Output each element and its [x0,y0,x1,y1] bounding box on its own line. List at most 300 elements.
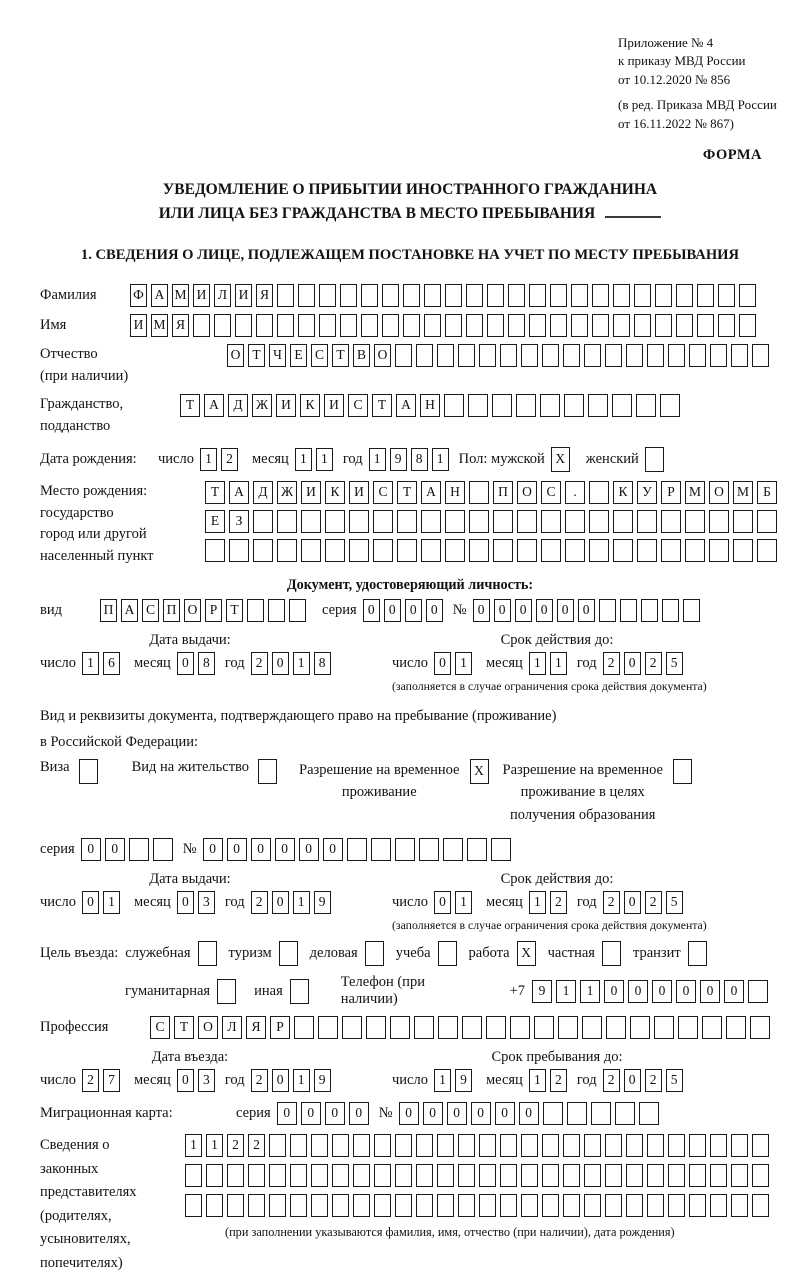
residence-number-cells [203,838,511,861]
birth-place-cells-2 [205,510,777,533]
char-cell: 1 [369,448,386,471]
char-cell [437,1194,454,1217]
char-cell: 0 [426,599,443,622]
char-cell [676,284,693,307]
char-cell [550,314,567,337]
char-cell [541,539,561,562]
residence-doc-series-row: серия 0 0 № 0 0 0 0 0 0 [40,838,780,861]
char-cell [726,1016,746,1039]
char-cell: 8 [198,652,215,675]
char-cell [521,1164,538,1187]
char-cell [678,1016,698,1039]
char-cell [668,1194,685,1217]
profession-cells [150,1016,770,1039]
char-cell [673,759,692,784]
char-cell [185,1194,202,1217]
char-cell [79,759,98,784]
char-cell [416,1194,433,1217]
char-cell: 1 [293,652,310,675]
citizenship-cells [180,394,680,417]
char-cell: 2 [251,891,268,914]
patronymic-cells [227,344,769,367]
char-cell: 0 [604,980,624,1003]
appendix-line: Приложение № 4 [618,35,714,50]
char-cell: 2 [550,891,567,914]
year-label: год [342,450,363,467]
char-cell: А [396,394,416,417]
char-cell [424,284,441,307]
char-cell [319,284,336,307]
char-cell [584,1164,601,1187]
char-cell [437,1164,454,1187]
char-cell [277,510,297,533]
phone-prefix: +7 [509,982,525,999]
char-cell [647,1134,664,1157]
birth-date-row [40,447,780,472]
char-cell [492,394,512,417]
entry-purpose-row-2: гуманитарная иная Телефон (при наличии) +7 9 1 1 0 0 0 0 0 0 [125,974,780,1008]
phone-label: Телефон (при наличии) [340,974,425,1008]
char-cell: 2 [603,652,620,675]
char-cell [353,1164,370,1187]
citizenship-row [40,394,780,438]
char-cell [630,1016,650,1039]
char-cell [645,447,664,472]
char-cell [217,979,236,1004]
char-cell [256,314,273,337]
char-cell [235,314,252,337]
sex-male-checkbox [551,447,570,472]
char-cell: А [151,284,168,307]
birth-day-cells [200,448,238,471]
char-cell [626,1164,643,1187]
purpose-tourism-checkbox [279,941,298,966]
char-cell: Н [420,394,440,417]
char-cell [733,539,753,562]
char-cell [613,314,630,337]
birth-place-label: Место рождения: государство город или другой населенный пункт [40,482,154,565]
char-cell: 1 [82,652,99,675]
char-cell: 0 [82,891,99,914]
char-cell: 0 [363,599,380,622]
char-cell [605,1164,622,1187]
char-cell [414,1016,434,1039]
char-cell [565,539,585,562]
char-cell: 0 [177,652,194,675]
char-cell: О [709,481,729,504]
char-cell [661,539,681,562]
char-cell: 0 [447,1102,467,1125]
char-cell: 0 [81,838,101,861]
entry-purpose-label: Цель въезда: [40,945,119,962]
char-cell [424,314,441,337]
char-cell: 1 [455,652,472,675]
doc-series-cells [363,599,443,622]
char-cell [395,1134,412,1157]
char-cell [647,344,664,367]
char-cell [395,344,412,367]
sex-female-checkbox [645,447,664,472]
char-cell: 0 [272,1069,289,1092]
char-cell [469,510,489,533]
char-cell [731,1194,748,1217]
char-cell: 0 [323,838,343,861]
char-cell: И [235,284,252,307]
char-cell [416,1164,433,1187]
char-cell: 1 [200,448,217,471]
char-cell [342,1016,362,1039]
patronymic-row [40,344,780,388]
char-cell [500,344,517,367]
char-cell [416,344,433,367]
char-cell: 1 [556,980,576,1003]
char-cell [591,1102,611,1125]
char-cell [752,1134,769,1157]
char-cell [510,1016,530,1039]
char-cell: Р [205,599,222,622]
char-cell [500,1134,517,1157]
char-cell [588,394,608,417]
char-cell [290,1134,307,1157]
birth-date-label: Дата рождения: [40,450,137,467]
char-cell [277,284,294,307]
identity-doc-dates: Дата выдачи: число 1 6 месяц 0 8 год 2 0 1 8 Срок действия до: число 0 1 месяц 1 1 год 2 0 2 5 (заполняется в случае ограничения срока действия документа) [40,632,780,694]
given-name-row [40,314,780,337]
residence-expiry-day [434,891,472,914]
char-cell [542,1134,559,1157]
char-cell: Ж [252,394,272,417]
identity-doc-row [40,599,780,622]
char-cell: 3 [198,891,215,914]
residence-series-cells [81,838,173,861]
char-cell [198,941,217,966]
char-cell: А [421,481,441,504]
char-cell: 2 [603,1069,620,1092]
char-cell: О [227,344,244,367]
char-cell: . [565,481,585,504]
char-cell: К [300,394,320,417]
char-cell [129,838,149,861]
char-cell: 9 [314,1069,331,1092]
char-cell: 0 [434,652,451,675]
given-name-label: Имя [40,316,67,333]
char-cell [542,344,559,367]
char-cell: М [151,314,168,337]
char-cell [752,344,769,367]
entry-month [177,1069,215,1092]
char-cell [613,539,633,562]
char-cell: 0 [557,599,574,622]
form-title-line1: УВЕДОМЛЕНИЕ О ПРИБЫТИИ ИНОСТРАННОГО ГРАЖДАНИНА [162,181,658,199]
char-cell [688,941,707,966]
char-cell [493,510,513,533]
char-cell: Л [214,284,231,307]
char-cell [227,1194,244,1217]
char-cell: 0 [624,1069,641,1092]
entry-date-title: Дата въезда: [151,1049,229,1066]
char-cell [589,481,609,504]
char-cell [685,539,705,562]
char-cell [584,1194,601,1217]
char-cell [605,1194,622,1217]
char-cell: 0 [227,838,247,861]
char-cell: Т [372,394,392,417]
char-cell [599,599,616,622]
char-cell [332,1164,349,1187]
entry-purpose-row-1: Цель въезда: служебная туризм деловая учеба работа X частная транзит [40,941,780,966]
char-cell: 1 [529,891,546,914]
char-cell: 9 [390,448,407,471]
appendix-amendment [618,96,780,133]
char-cell [542,1194,559,1217]
char-cell [419,838,439,861]
patronymic-label: Отчество (при наличии) [40,344,227,388]
char-cell [605,1134,622,1157]
char-cell: К [325,481,345,504]
char-cell: 0 [203,838,223,861]
surname-row [40,284,780,307]
char-cell [709,510,729,533]
char-cell [479,344,496,367]
char-cell [529,314,546,337]
char-cell: 1 [580,980,600,1003]
char-cell: С [541,481,561,504]
migration-number-cells [399,1102,659,1125]
char-cell: Д [253,481,273,504]
birth-place-cells-3 [205,539,777,562]
char-cell [438,1016,458,1039]
char-cell: 1 [295,448,312,471]
surname-cells [130,284,756,307]
char-cell [466,284,483,307]
char-cell [366,1016,386,1039]
birth-place-row [40,481,780,568]
char-cell: 9 [455,1069,472,1092]
char-cell [340,314,357,337]
surname-label: Фамилия [40,286,97,303]
purpose-private-checkbox [602,941,621,966]
char-cell: 0 [473,599,490,622]
appendix-line: от 10.12.2020 № 856 [618,71,731,87]
stay-month [529,1069,567,1092]
char-cell [689,1164,706,1187]
char-cell [637,510,657,533]
char-cell: 0 [536,599,553,622]
char-cell [654,1016,674,1039]
char-cell [550,284,567,307]
doc-issue-year [251,652,331,675]
profession-row [40,1016,780,1039]
char-cell [589,510,609,533]
char-cell [349,510,369,533]
char-cell [421,510,441,533]
char-cell: Т [180,394,200,417]
char-cell: В [353,344,370,367]
char-cell [564,394,584,417]
char-cell: 2 [603,891,620,914]
char-cell [397,510,417,533]
char-cell [634,284,651,307]
char-cell: А [204,394,224,417]
char-cell: С [311,344,328,367]
char-cell [731,344,748,367]
purpose-business-checkbox [198,941,217,966]
char-cell [602,941,621,966]
char-cell: 0 [349,1102,369,1125]
char-cell [374,1164,391,1187]
residence-doc-intro: Вид и реквизиты документа, подтверждающего право на пребывание (проживание) в Российской Федерации: [40,707,557,750]
appendix-line: (в ред. Приказа МВД России [618,97,777,113]
char-cell [710,344,727,367]
char-cell [347,838,367,861]
char-cell: 0 [272,652,289,675]
char-cell [373,510,393,533]
residence-issue-day [82,891,120,914]
title-underline [605,204,661,218]
purpose-study-checkbox [438,941,457,966]
char-cell: 1 [185,1134,202,1157]
char-cell [752,1164,769,1187]
char-cell [395,1164,412,1187]
char-cell [558,1016,578,1039]
entry-stay-dates: Дата въезда: число 2 7 месяц 0 3 год 2 0 1 9 Срок пребывания до: число 1 9 месяц 1 2 год 2 0 2 5 [40,1049,780,1092]
char-cell: 7 [103,1069,120,1092]
char-cell [467,838,487,861]
char-cell: 0 [652,980,672,1003]
char-cell [660,394,680,417]
migration-card-row: Миграционная карта: серия 0 0 0 0 № 0 0 0 0 0 0 [40,1102,780,1125]
char-cell: 2 [645,652,662,675]
char-cell: 3 [198,1069,215,1092]
char-cell: 1 [455,891,472,914]
profession-label: Профессия [40,1019,109,1036]
representatives-label: Сведения о законных представителях (родителях, усыновителях, попечителях) [40,1137,137,1271]
char-cell [739,314,756,337]
char-cell: И [130,314,147,337]
char-cell: 0 [494,599,511,622]
char-cell [382,314,399,337]
char-cell [269,1194,286,1217]
char-cell [395,838,415,861]
visa-checkbox [79,759,98,784]
forma-label: ФОРМА [702,147,762,164]
char-cell [319,314,336,337]
char-cell [298,314,315,337]
char-cell [487,284,504,307]
char-cell [374,1194,391,1217]
purpose-other-checkbox [290,979,309,1004]
char-cell [458,1134,475,1157]
residence-expiry-month [529,891,567,914]
char-cell [248,1164,265,1187]
char-cell [584,344,601,367]
char-cell: М [733,481,753,504]
char-cell: И [324,394,344,417]
char-cell [290,1194,307,1217]
char-cell [541,510,561,533]
char-cell [469,481,489,504]
char-cell [445,510,465,533]
char-cell [620,599,637,622]
char-cell [710,1134,727,1157]
identity-doc-heading: Документ, удостоверяющий личность: [286,576,534,593]
char-cell: 2 [645,891,662,914]
char-cell [445,314,462,337]
char-cell: 1 [293,891,310,914]
restriction-note: (заполняется в случае ограничения срока действия документа) [392,918,707,933]
char-cell: 0 [277,1102,297,1125]
char-cell [325,539,345,562]
char-cell [458,344,475,367]
char-cell [403,314,420,337]
char-cell [445,284,462,307]
char-cell [592,314,609,337]
char-cell: З [229,510,249,533]
char-cell [229,539,249,562]
citizenship-label: Гражданство, подданство [40,396,124,435]
char-cell [491,838,511,861]
char-cell: М [172,284,189,307]
char-cell [403,284,420,307]
char-cell [685,510,705,533]
char-cell [458,1194,475,1217]
char-cell: 8 [411,448,428,471]
char-cell [739,284,756,307]
char-cell [634,314,651,337]
char-cell [637,539,657,562]
doc-type-cells [100,599,306,622]
char-cell: 0 [399,1102,419,1125]
char-cell [718,314,735,337]
stay-day [434,1069,472,1092]
char-cell: П [493,481,513,504]
char-cell [589,539,609,562]
char-cell [718,284,735,307]
char-cell [277,314,294,337]
doc-expiry-month [529,652,567,675]
char-cell: 1 [316,448,333,471]
char-cell: 0 [434,891,451,914]
temp-residence-option: Разрешение на временное проживание X [299,759,488,804]
char-cell: 9 [314,891,331,914]
char-cell: 0 [676,980,696,1003]
char-cell [668,344,685,367]
char-cell [521,344,538,367]
char-cell [521,1134,538,1157]
char-cell [731,1164,748,1187]
char-cell [289,599,306,622]
char-cell [311,1134,328,1157]
char-cell [521,1194,538,1217]
char-cell [438,941,457,966]
char-cell [543,1102,563,1125]
char-cell: О [517,481,537,504]
char-cell: И [349,481,369,504]
char-cell [710,1164,727,1187]
entry-year [251,1069,331,1092]
char-cell: 0 [700,980,720,1003]
day-label: число [158,450,194,467]
char-cell [397,539,417,562]
char-cell: Т [226,599,243,622]
char-cell: Р [661,481,681,504]
char-cell [479,1164,496,1187]
char-cell [290,1164,307,1187]
temp-residence-education-checkbox [673,759,692,784]
char-cell [689,1194,706,1217]
form-title-line2: ИЛИ ЛИЦА БЕЗ ГРАЖДАНСТВА В МЕСТО ПРЕБЫВАНИЯ [40,202,780,225]
char-cell: 0 [495,1102,515,1125]
